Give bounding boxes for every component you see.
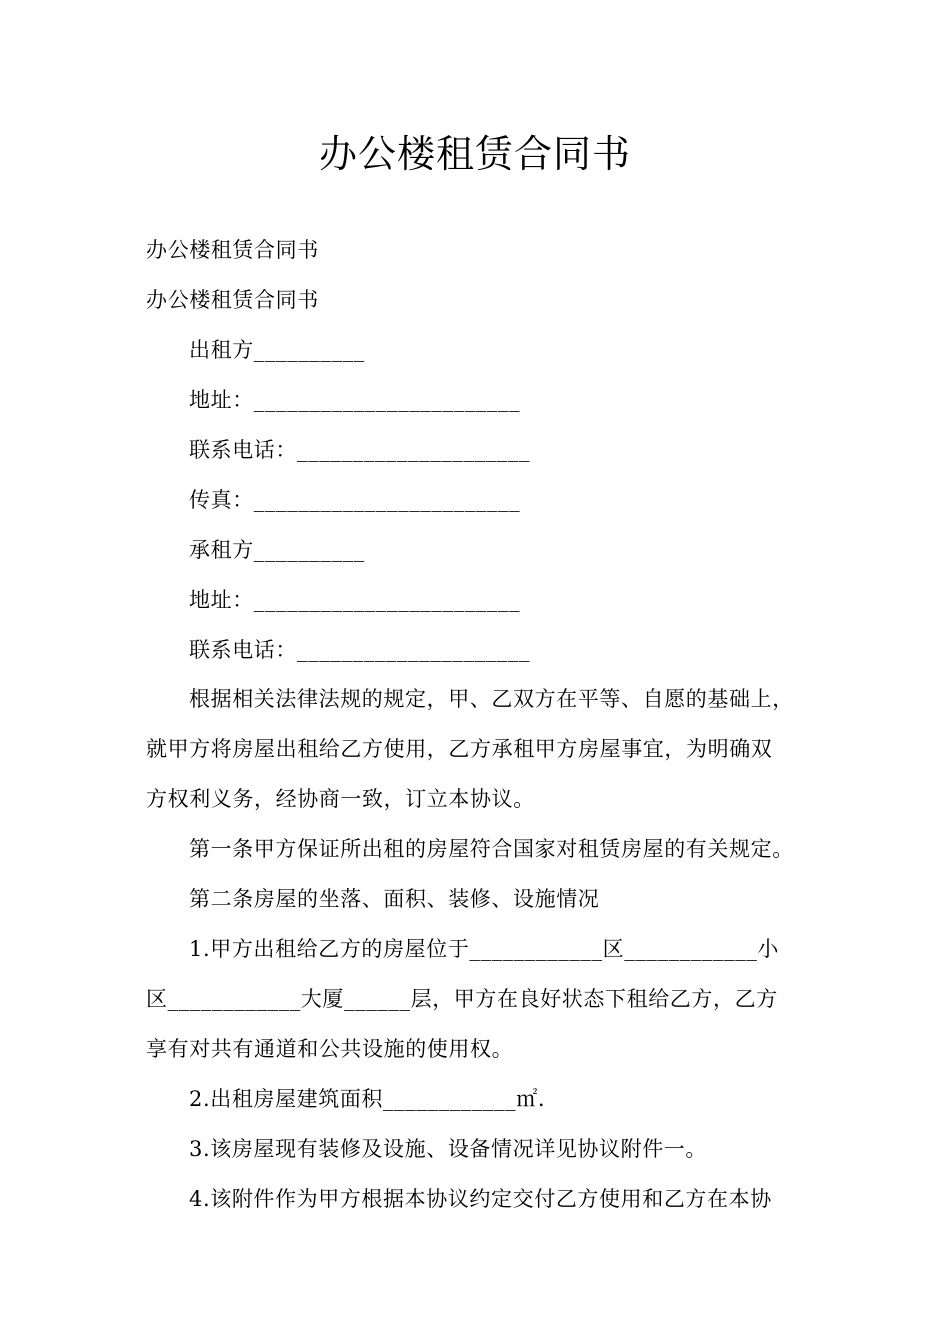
body-line: 方权利义务，经协商一致，订立本协议。 [146,787,535,811]
lessee-address-line: 地址：________________________ [189,588,521,612]
lessor-fax-line: 传真：________________________ [189,488,521,512]
clause-2: 2.出租房屋建筑面积____________㎡. [189,1087,546,1111]
body-line: 享有对共有通道和公共设施的使用权。 [146,1037,514,1061]
lessee-phone-line: 联系电话：_____________________ [189,638,531,662]
article-1: 第一条甲方保证所出租的房屋符合国家对租赁房屋的有关规定。 [189,837,794,861]
document-title: 办公楼租赁合同书 [318,132,631,176]
clause-3: 3.该房屋现有装修及设施、设备情况详见协议附件一。 [189,1137,708,1161]
body-line: 根据相关法律法规的规定，甲、乙双方在平等、自愿的基础上， [189,687,794,711]
lessee-line: 承租方__________ [189,538,365,562]
article-2-heading: 第二条房屋的坐落、面积、装修、设施情况 [189,887,600,911]
clause-1: 1.甲方出租给乙方的房屋位于____________区____________小 [189,937,780,961]
lessor-address-line: 地址：________________________ [189,388,521,412]
body-line: 办公楼租赁合同书 [146,288,319,312]
body-line: 办公楼租赁合同书 [146,238,319,262]
lessor-line: 出租方__________ [189,338,365,362]
body-line: 区____________大厦______层，甲方在良好状态下租给乙方，乙方 [146,987,778,1011]
body-line: 就甲方将房屋出租给乙方使用，乙方承租甲方房屋事宜，为明确双 [146,737,773,761]
lessor-phone-line: 联系电话：_____________________ [189,438,531,462]
clause-4: 4.该附件作为甲方根据本协议约定交付乙方使用和乙方在本协 [189,1187,772,1211]
